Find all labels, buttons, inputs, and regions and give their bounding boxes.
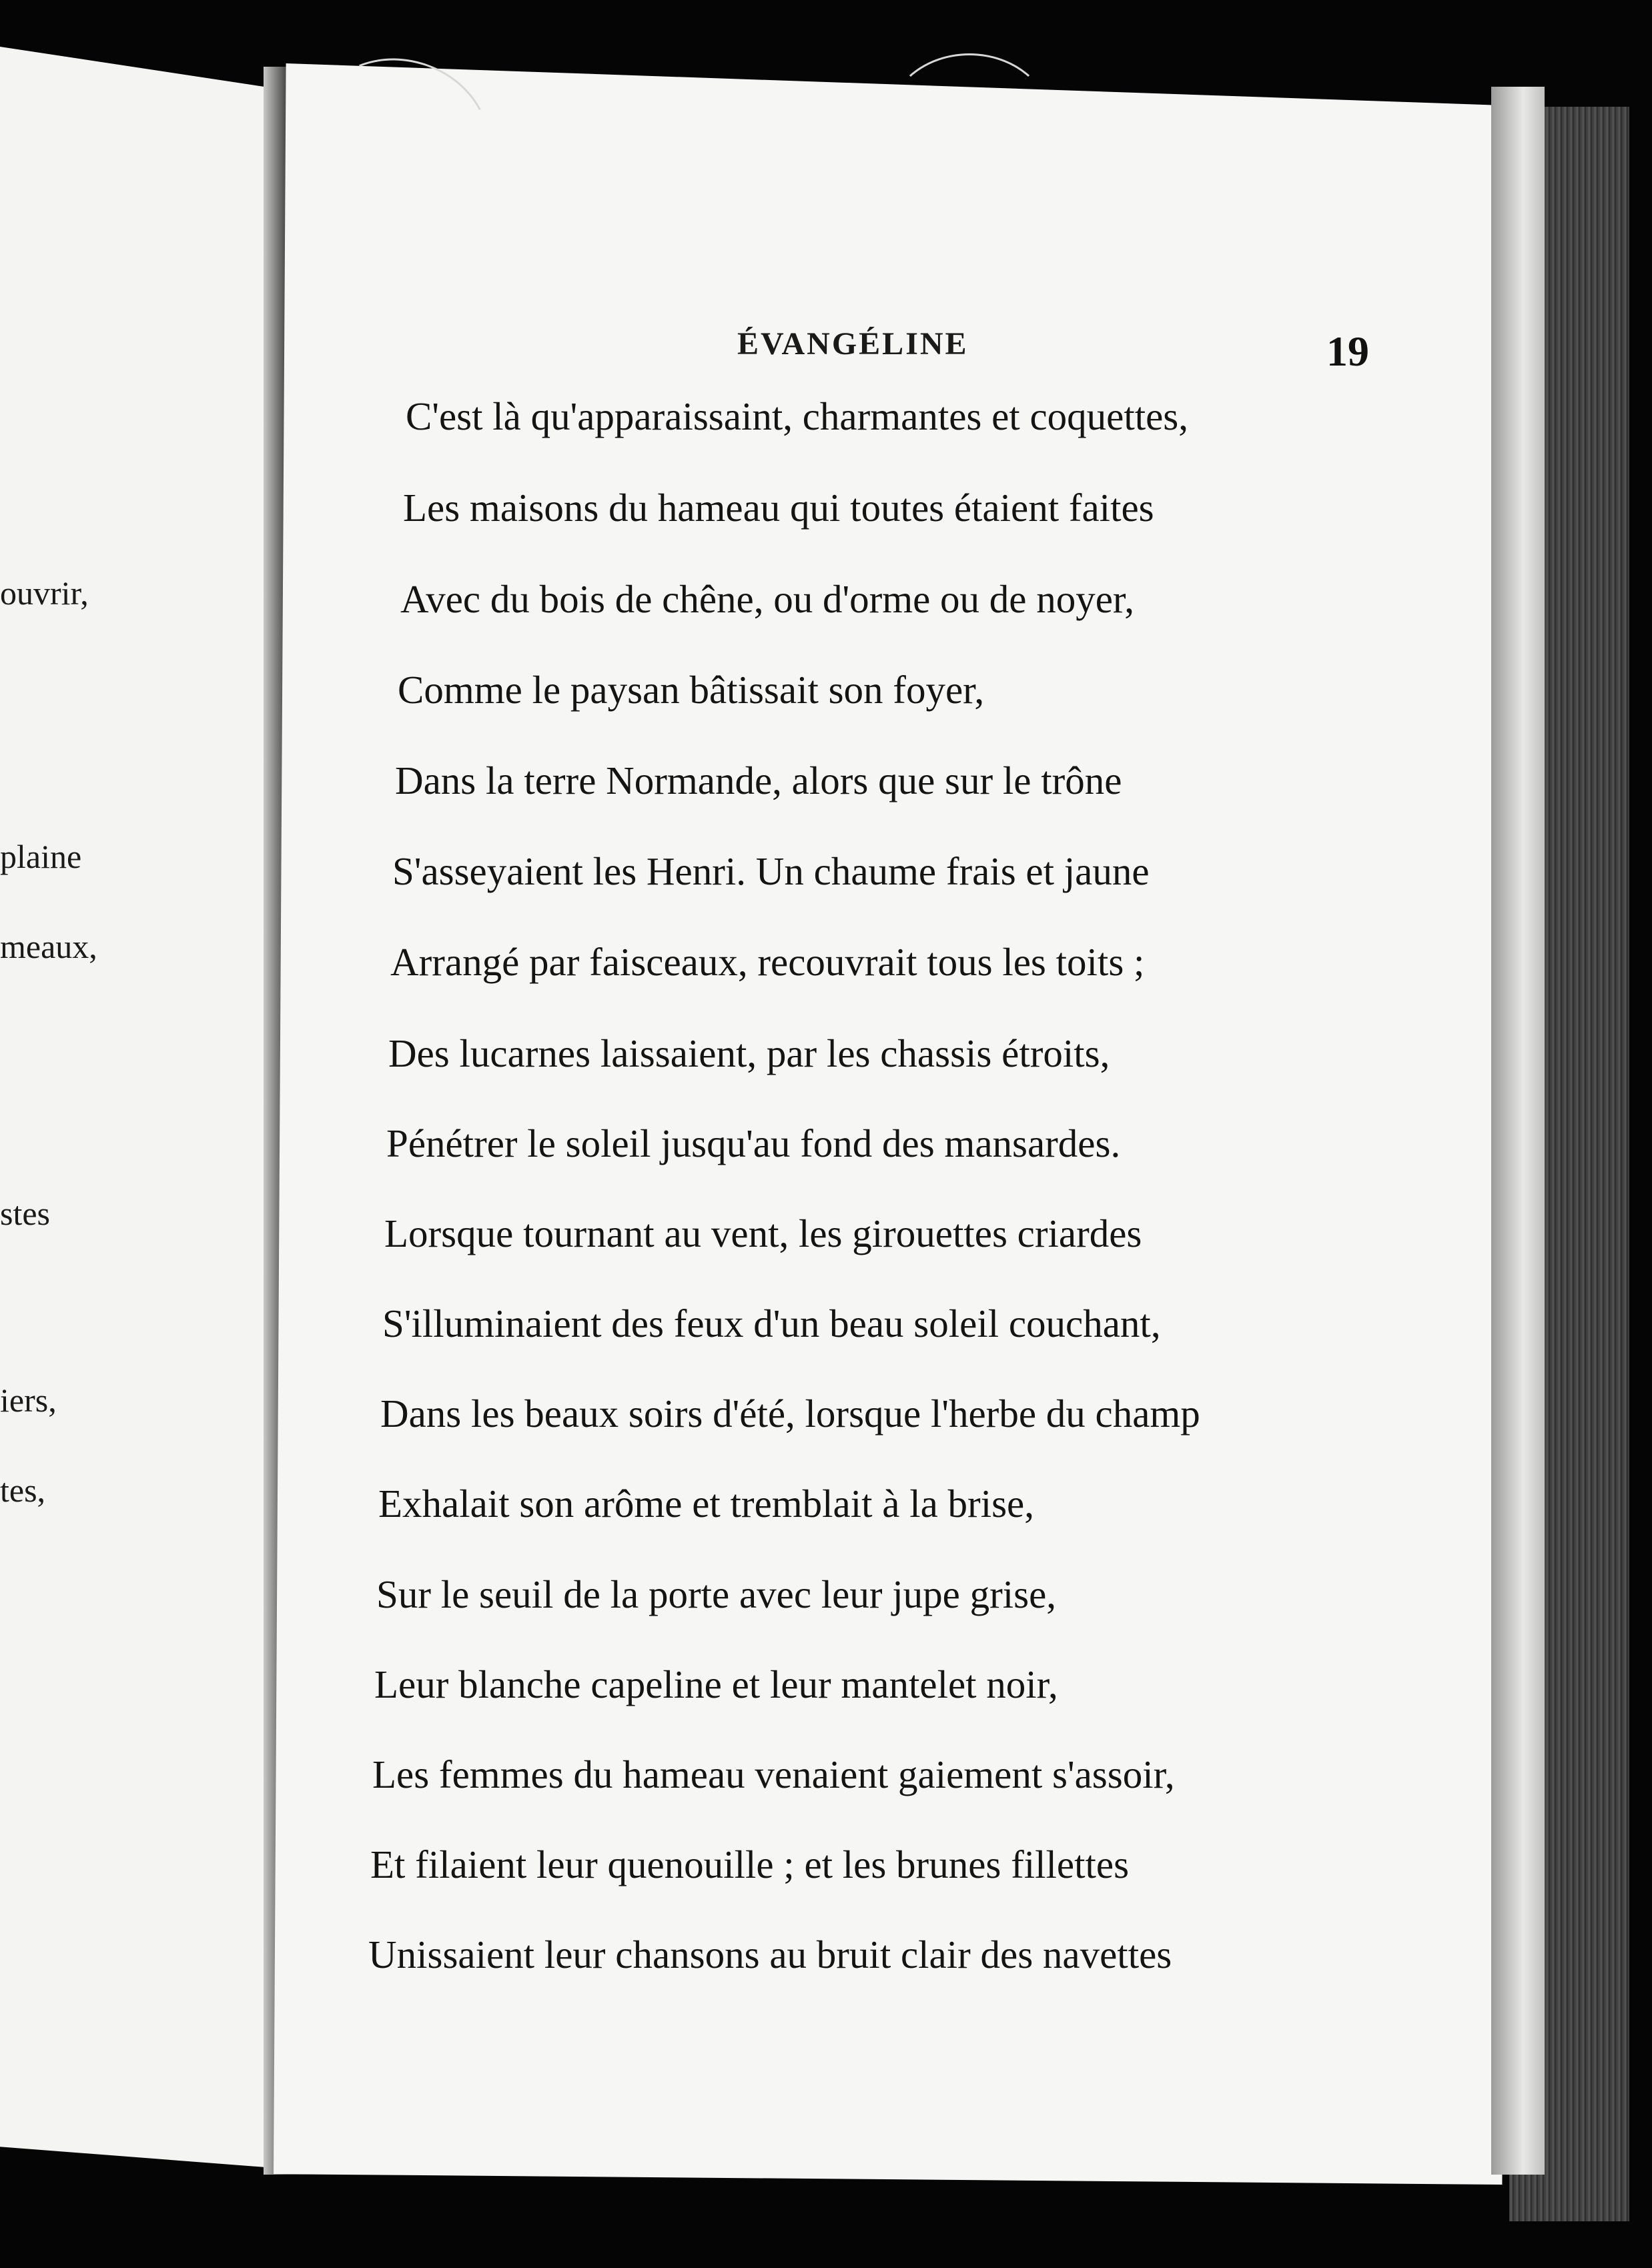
verse-line: Leur blanche capeline et leur mantelet noir, [374, 1662, 1058, 1706]
verse-line: Pénétrer le soleil jusqu'au fond des mansardes. [386, 1121, 1121, 1165]
verse-line: Des lucarnes laissaient, par les chassis étroits, [388, 1031, 1110, 1075]
verse-line: S'asseyaient les Henri. Un chaume frais et jaune [392, 849, 1150, 893]
left-page-fragment: plaine [0, 838, 82, 875]
verse-line: Dans les beaux soirs d'été, lorsque l'herbe du champ [380, 1391, 1200, 1436]
verse-line: Avec du bois de chêne, ou d'orme ou de noyer, [400, 577, 1134, 621]
verse-line: Les maisons du hameau qui toutes étaient faites [403, 486, 1154, 530]
verse-line: Dans la terre Normande, alors que sur le trône [395, 758, 1122, 802]
left-page [0, 47, 280, 2168]
right-page-edge [1491, 87, 1545, 2175]
running-head: ÉVANGÉLINE [737, 326, 969, 362]
left-page-fragment: iers, [0, 1381, 57, 1419]
left-page-fragment: ouvrir, [0, 574, 89, 612]
verse-line: Exhalait son arôme et tremblait à la brise, [378, 1482, 1034, 1526]
verse-line: Comme le paysan bâtissait son foyer, [398, 668, 985, 712]
left-page-fragment: meaux, [0, 928, 97, 965]
page-number: 19 [1326, 328, 1369, 375]
verse-line: C'est là qu'apparaissaint, charmantes et coquettes, [406, 394, 1188, 438]
verse-line: Unissaient leur chansons au bruit clair des navettes [368, 1932, 1172, 1976]
paper-crease [887, 53, 1052, 191]
verse-line: Lorsque tournant au vent, les girouettes criardes [384, 1211, 1142, 1255]
left-page-fragment: stes [0, 1195, 50, 1232]
verse-line: Arrangé par faisceaux, recouvrait tous les toits ; [390, 940, 1145, 984]
verse-line: Et filaient leur quenouille ; et les brunes fillettes [370, 1842, 1130, 1886]
verse-line: Sur le seuil de la porte avec leur jupe grise, [376, 1572, 1057, 1616]
left-page-fragment: tes, [0, 1472, 46, 1509]
verse-line: Les femmes du hameau venaient gaiement s'assoir, [372, 1752, 1175, 1796]
verse-line: S'illuminaient des feux d'un beau soleil couchant, [382, 1301, 1161, 1345]
